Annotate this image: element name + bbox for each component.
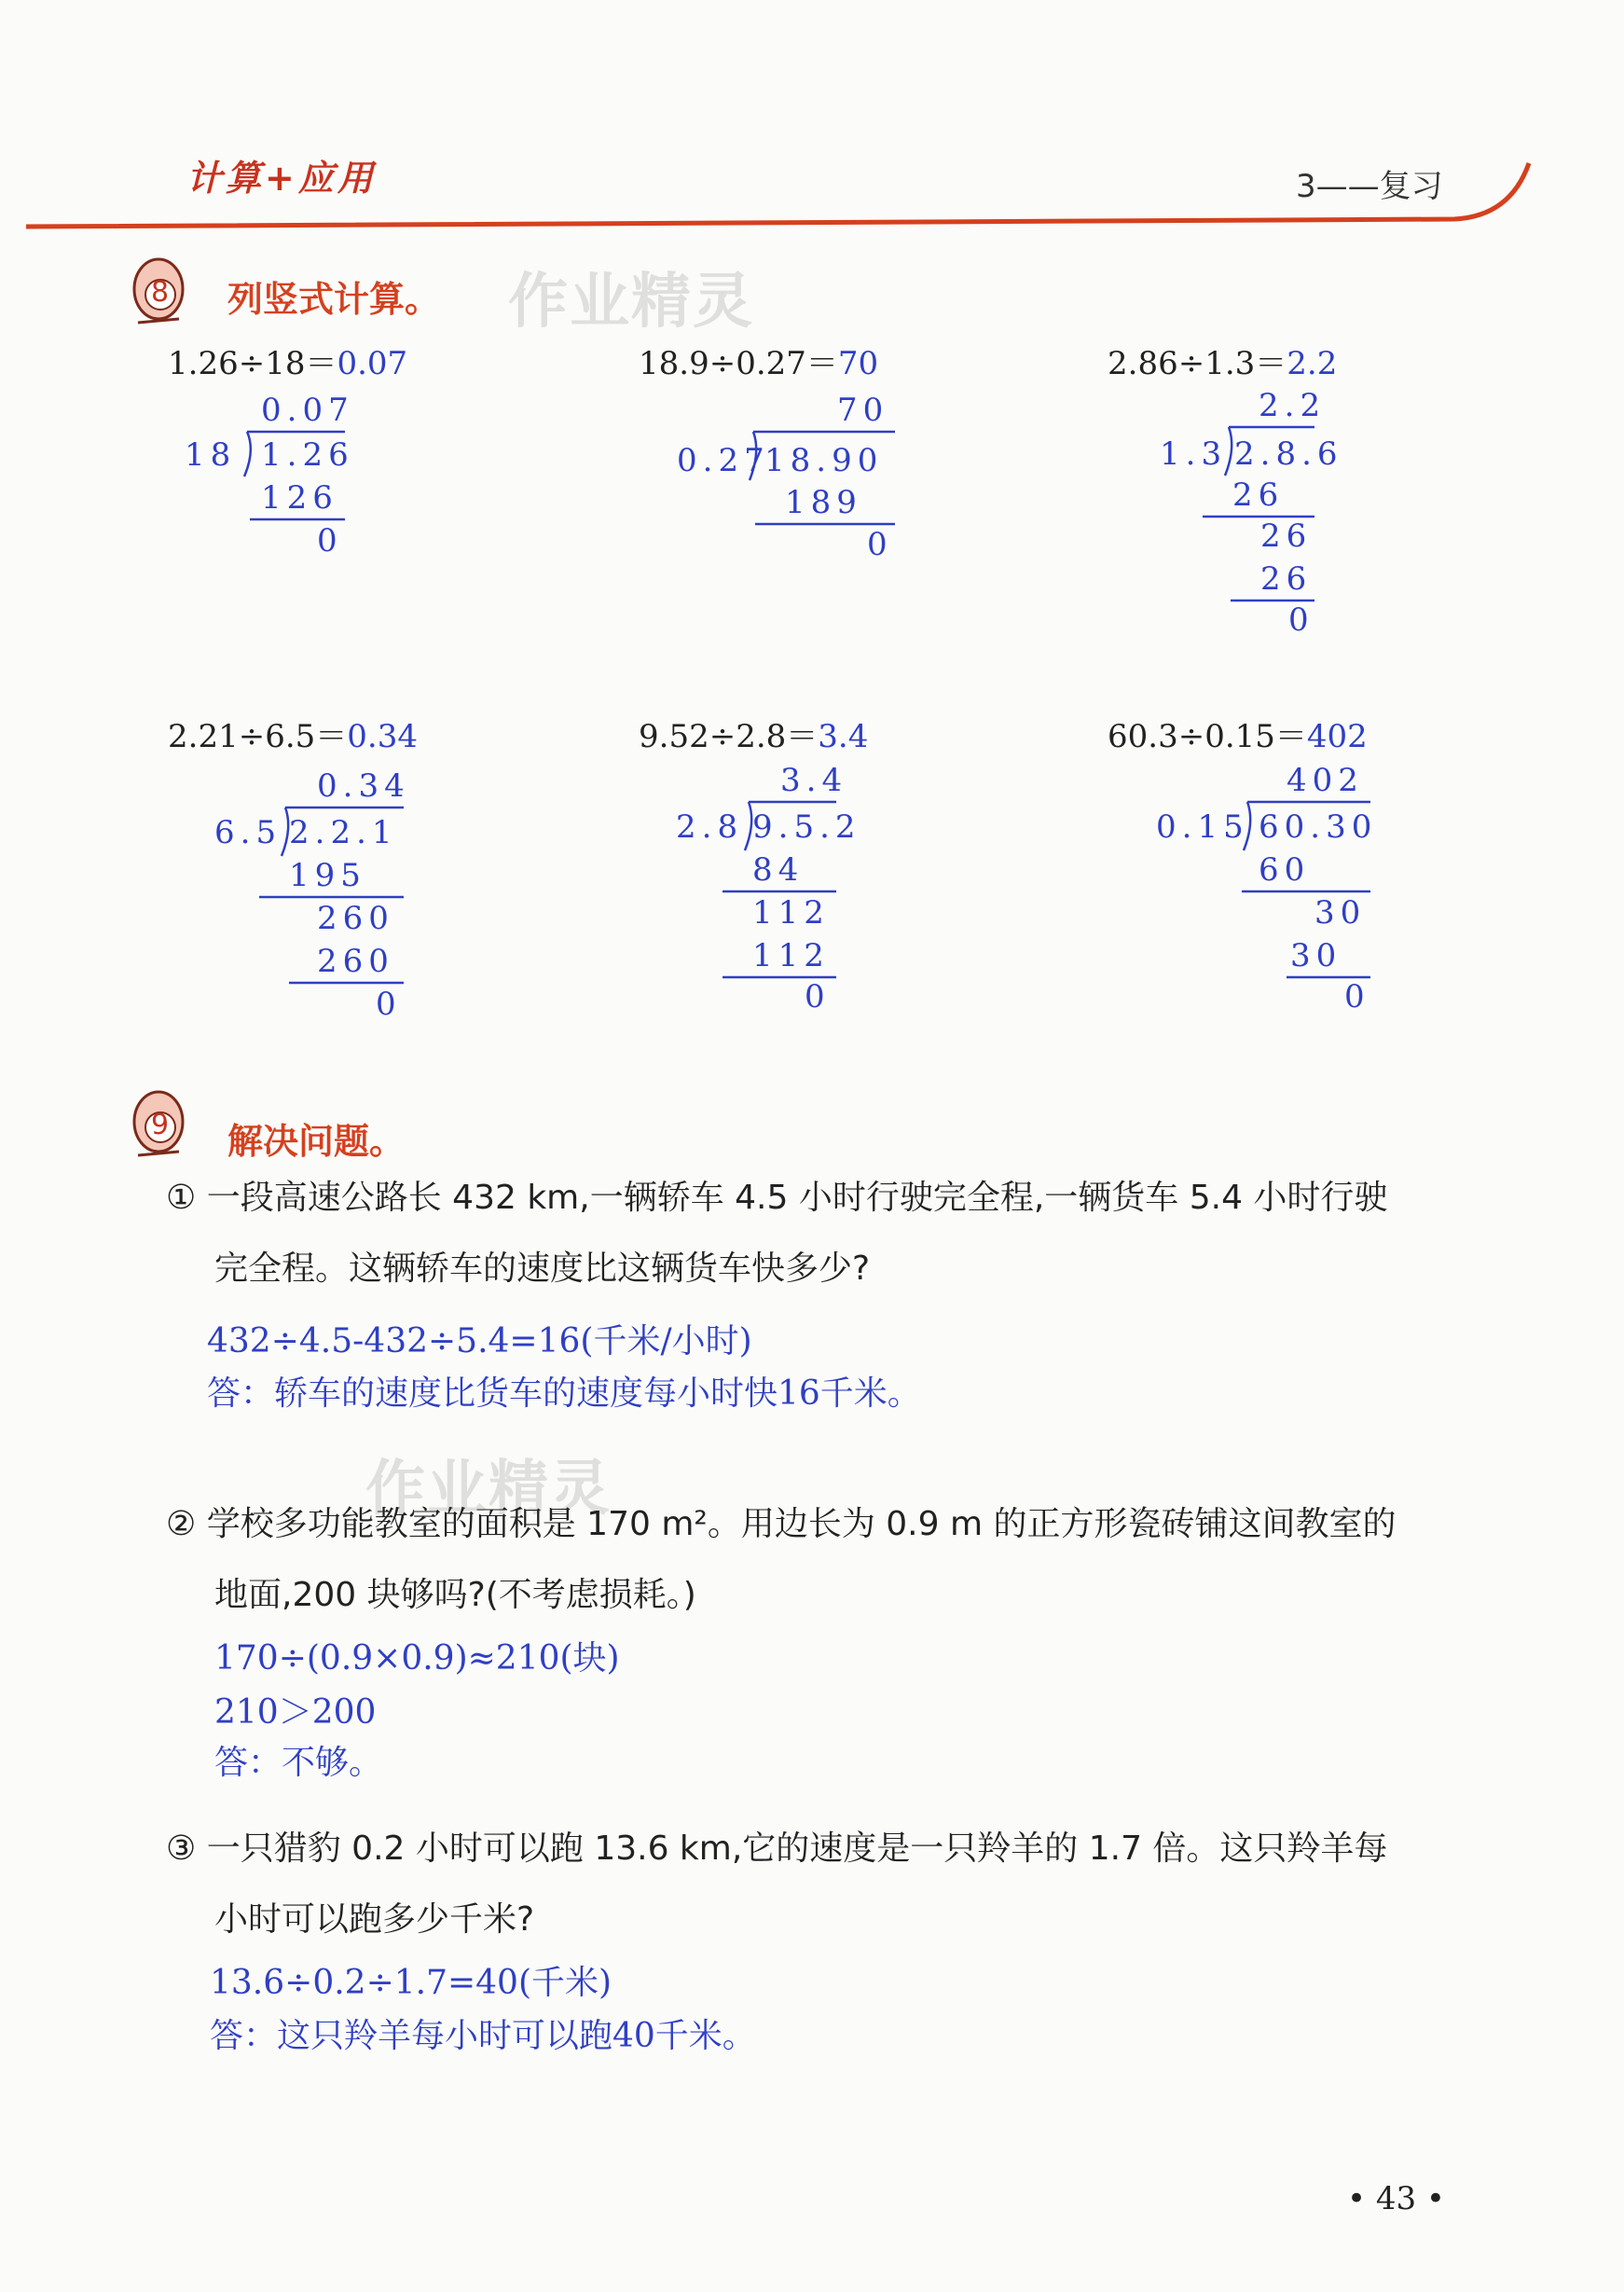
long-division-2 bbox=[671, 387, 914, 573]
svg-text:26: 26 bbox=[1260, 560, 1313, 598]
svg-text:0.34: 0.34 bbox=[317, 767, 410, 805]
problem-text: 学校多功能教室的面积是 170 m²。用边长为 0.9 m 的正方形瓷砖铺这间教室的 bbox=[206, 1505, 1397, 1543]
answer-line: 答：不够。 bbox=[214, 1744, 383, 1782]
answer-line: 答：轿车的速度比货车的速度每小时快16千米。 bbox=[207, 1374, 921, 1413]
long-division-6 bbox=[1154, 757, 1378, 1028]
svg-text:3.4: 3.4 bbox=[780, 762, 848, 799]
problem-3 bbox=[166, 1828, 1508, 1871]
equation-4: 2.21÷6.5＝0.34 bbox=[168, 718, 418, 755]
solution-line: 170÷(0.9×0.9)≈210(块) bbox=[214, 1639, 620, 1678]
problem-2-line2: 地面,200 块够吗?(不考虑损耗。) bbox=[214, 1576, 696, 1614]
equation-6: 60.3÷0.15＝402 bbox=[1108, 718, 1368, 755]
svg-text:0: 0 bbox=[376, 986, 402, 1023]
equation-2: 18.9÷0.27＝70 bbox=[639, 345, 879, 382]
svg-text:260: 260 bbox=[317, 943, 394, 980]
svg-text:0.27: 0.27 bbox=[677, 442, 770, 479]
watermark: 作业精灵 bbox=[508, 268, 754, 337]
svg-text:112: 112 bbox=[752, 894, 830, 932]
svg-text:189: 189 bbox=[785, 484, 862, 521]
svg-text:26: 26 bbox=[1260, 518, 1313, 555]
solution-line: 432÷4.5-432÷5.4=16(千米/小时) bbox=[207, 1322, 752, 1360]
svg-text:0.15: 0.15 bbox=[1156, 808, 1249, 846]
problem-2 bbox=[166, 1503, 1508, 1547]
svg-text:60: 60 bbox=[1259, 851, 1311, 889]
long-division-4 bbox=[213, 763, 418, 1033]
long-division-3 bbox=[1156, 382, 1342, 653]
svg-text:2.8: 2.8 bbox=[676, 808, 744, 846]
svg-text:84: 84 bbox=[752, 851, 805, 889]
svg-text:2.2: 2.2 bbox=[1259, 387, 1327, 424]
svg-text:18: 18 bbox=[185, 436, 237, 474]
svg-text:60.30: 60.30 bbox=[1259, 808, 1378, 846]
header-rule bbox=[0, 0, 1624, 280]
svg-text:0: 0 bbox=[867, 526, 893, 563]
svg-text:402: 402 bbox=[1287, 762, 1364, 799]
problem-marker: ① bbox=[166, 1179, 197, 1217]
svg-text:1.3: 1.3 bbox=[1160, 435, 1228, 473]
problem-1 bbox=[166, 1177, 1508, 1221]
bird-number-badge bbox=[129, 254, 186, 328]
svg-text:0: 0 bbox=[805, 978, 831, 1015]
problem-3-line2: 小时可以跑多少千米? bbox=[214, 1900, 535, 1939]
svg-text:126: 126 bbox=[261, 479, 338, 517]
svg-text:0: 0 bbox=[1344, 978, 1370, 1015]
svg-text:9.5.2: 9.5.2 bbox=[752, 808, 861, 846]
svg-text:2.8.6: 2.8.6 bbox=[1234, 435, 1343, 473]
svg-text:1.26: 1.26 bbox=[261, 436, 354, 474]
svg-text:6.5: 6.5 bbox=[214, 814, 282, 851]
section-title: 计算+应用 bbox=[186, 158, 377, 199]
page-number: • 43 • bbox=[1347, 2180, 1445, 2217]
svg-text:195: 195 bbox=[289, 857, 366, 894]
long-division-1 bbox=[177, 387, 364, 573]
problem-marker: ② bbox=[166, 1505, 197, 1543]
watermark: 作业精灵 bbox=[365, 1455, 612, 1524]
chapter-label: 3——复习 bbox=[1296, 168, 1443, 205]
svg-text:30: 30 bbox=[1314, 894, 1367, 932]
equation-3: 2.86÷1.3＝2.2 bbox=[1108, 345, 1338, 382]
question-number: 9 bbox=[151, 1109, 170, 1141]
svg-text:0: 0 bbox=[1288, 601, 1314, 639]
svg-text:0: 0 bbox=[317, 522, 343, 559]
svg-text:0.07: 0.07 bbox=[261, 392, 354, 429]
svg-text:18.90: 18.90 bbox=[764, 442, 884, 479]
question-title: 列竖式计算。 bbox=[227, 279, 441, 320]
svg-text:112: 112 bbox=[752, 937, 830, 974]
problem-1-line2: 完全程。这辆轿车的速度比这辆货车快多少? bbox=[214, 1250, 871, 1288]
problem-marker: ③ bbox=[166, 1829, 197, 1868]
svg-text:30: 30 bbox=[1290, 937, 1342, 974]
solution-line: 210＞200 bbox=[214, 1693, 377, 1732]
svg-text:2.2.1: 2.2.1 bbox=[289, 814, 398, 851]
svg-text:260: 260 bbox=[317, 900, 394, 937]
question-number: 8 bbox=[151, 276, 170, 309]
svg-text:70: 70 bbox=[837, 392, 889, 429]
question-title: 解决问题。 bbox=[227, 1121, 406, 1162]
answer-line: 答：这只羚羊每小时可以跑40千米。 bbox=[210, 2017, 756, 2055]
equation-5: 9.52÷2.8＝3.4 bbox=[639, 718, 869, 755]
problem-text: 一段高速公路长 432 km,一辆轿车 4.5 小时行驶完全程,一辆货车 5.4 小时行驶 bbox=[206, 1179, 1388, 1217]
bird-number-badge bbox=[129, 1086, 186, 1161]
svg-text:26: 26 bbox=[1232, 476, 1285, 514]
long-division-5 bbox=[676, 757, 862, 1028]
equation-1: 1.26÷18＝0.07 bbox=[168, 345, 408, 382]
solution-line: 13.6÷0.2÷1.7=40(千米) bbox=[210, 1964, 612, 2002]
problem-text: 一只猎豹 0.2 小时可以跑 13.6 km,它的速度是一只羚羊的 1.7 倍。这只羚羊每 bbox=[206, 1829, 1388, 1868]
